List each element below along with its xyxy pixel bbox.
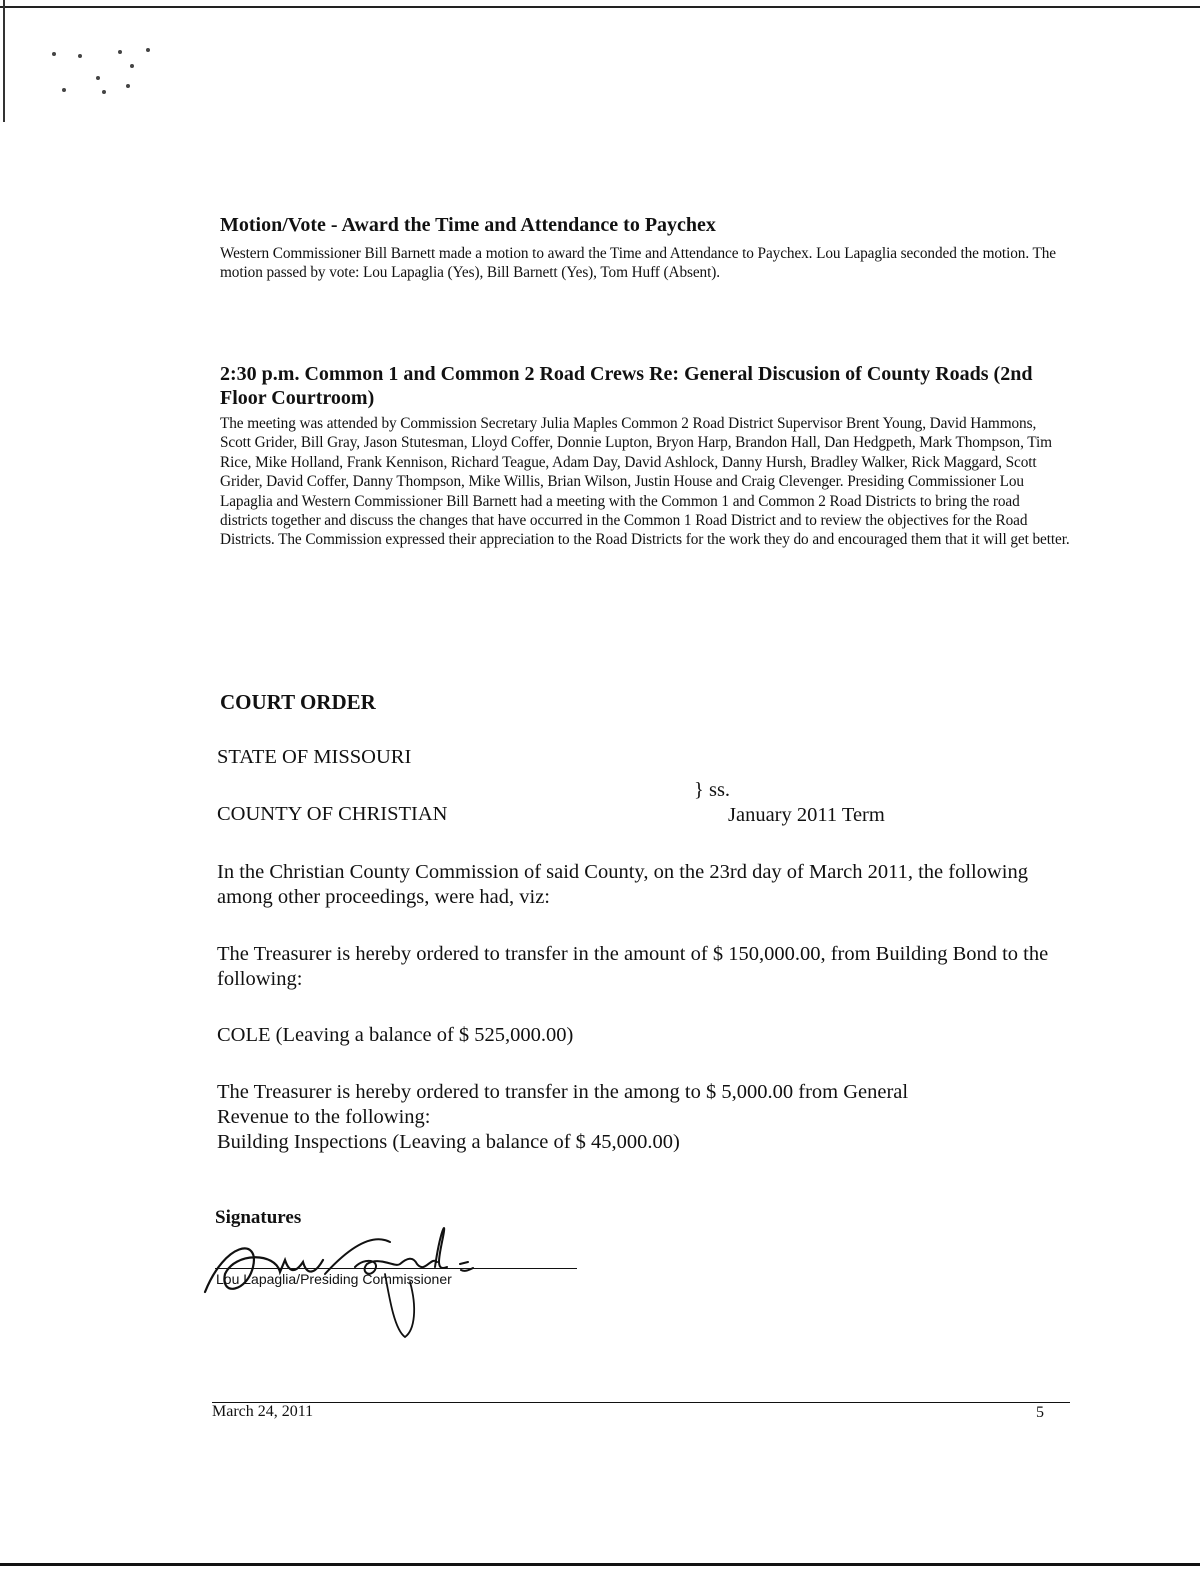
term-line: January 2011 Term [728,804,885,826]
transfer-2-line-1: The Treasurer is hereby ordered to transfer in the among to $ 5,000.00 from General [217,1081,909,1103]
section-title-road-crews: 2:30 p.m. Common 1 and Common 2 Road Crews Re: General Discusion of County Roads (2nd Floor Courtroom) [220,363,1033,409]
footer-date: March 24, 2011 [212,1403,314,1420]
court-order-title: COURT ORDER [220,690,376,714]
signatures-heading: Signatures [215,1207,302,1228]
transfer-order-building-bond: The Treasurer is hereby ordered to transfer in the amount of $ 150,000.00, from Building Bond to the following: [217,943,1049,990]
signature-caption: Lou Lapaglia/Presiding Commissioner [216,1271,452,1287]
county-line: COUNTY OF CHRISTIAN [217,803,448,825]
scan-specks [40,40,180,120]
signature-line [215,1268,577,1269]
scan-edge-left [3,0,5,122]
transfer-2-line-3: Building Inspections (Leaving a balance of $ 45,000.00) [217,1131,680,1153]
court-order-intro: In the Christian County Commission of said County, on the 23rd day of March 2011, the following among other proceedings, were had, viz: [217,861,1029,908]
section-body-road-crews: The meeting was attended by Commission Secretary Julia Maples Common 2 Road District Supervisor Brent Young, David Hammons, Scott Grider, Bill Gray, Jason Stutesman, Lloyd Coffer, Donnie Lupton, Bryon Harp, Brandon Hall, Dan Hedgpeth, Mark Thompson, Tim Rice, Mike Holland, Frank Kennison, Richard Teague, Adam Day, David Ashlock, Danny Hursh, Bradley Walker, Rick Maggard, Scott Grider, David Coffer, Danny Thompson, Mike Willis, Brian Wilson, Justin House and Craig Clevenger. Presiding Commissioner Lou Lapaglia and Western Commissioner Bill Barnett had a meeting with the Common 1 and Common 2 Road Districts to bring the road districts together and discuss the changes that have occurred in the Common 1 Road District and to review the objectives for the Road Districts. The Commission expressed their appreciation to the Road Districts for the work they do and encouraged them that it will get better. [220,415,1070,549]
section-body-motion-vote: Western Commissioner Bill Barnett made a motion to award the Time and Attendance to Paychex. Lou Lapaglia seconded the motion. The motion passed by vote: Lou Lapaglia (Yes), Bill Barnett (Yes), Tom Huff (Absent). [220,245,1056,282]
state-line: STATE OF MISSOURI [217,746,412,768]
ss-mark: } ss. [694,779,731,801]
footer-rule [212,1402,1070,1403]
transfer-order-general-revenue [217,1080,1077,1155]
page-number: 5 [1036,1404,1044,1421]
scan-edge-top [0,6,1200,8]
section-title-motion-vote: Motion/Vote - Award the Time and Attendance to Paychex [220,214,716,236]
transfer-2-line-2: Revenue to the following: [217,1106,431,1128]
scan-edge-bottom [0,1563,1200,1566]
cole-balance-line: COLE (Leaving a balance of $ 525,000.00) [217,1024,574,1046]
